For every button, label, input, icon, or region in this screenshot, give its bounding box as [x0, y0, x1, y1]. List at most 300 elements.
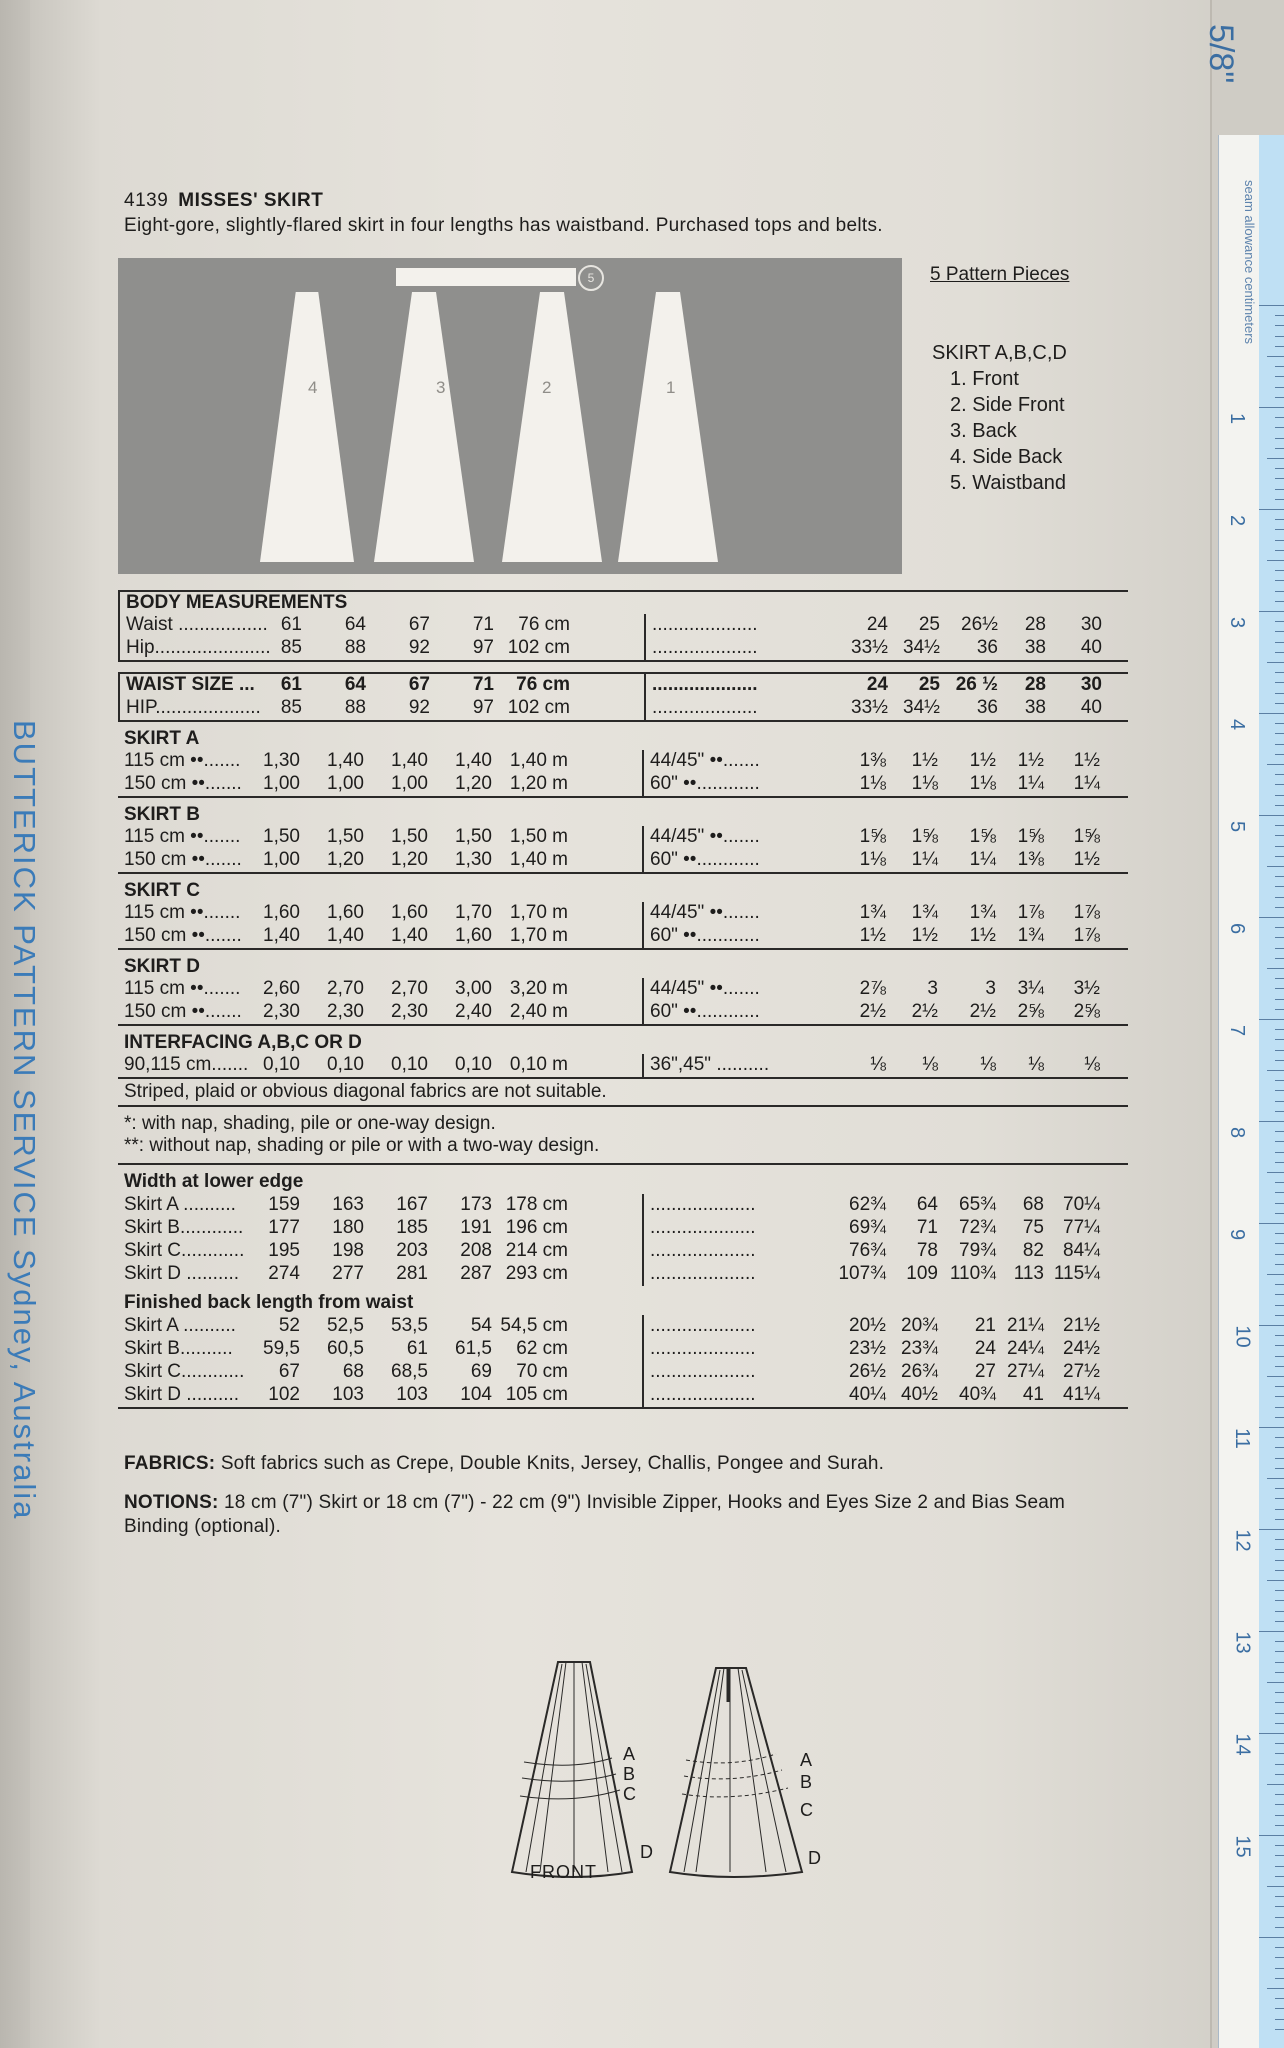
piece-number-5: 5 — [578, 265, 604, 291]
ruler-tick — [1259, 1529, 1284, 1530]
ruler-tick — [1275, 1957, 1284, 1958]
ruler-tick — [1259, 407, 1284, 408]
front-piece — [618, 292, 718, 562]
ruler-tick — [1275, 958, 1284, 959]
table-row — [118, 1315, 1128, 1338]
column-divider — [642, 1263, 644, 1286]
ruler-tick — [1275, 1192, 1284, 1193]
metric-value: 71 — [472, 614, 494, 635]
metric-value: 0,10 — [455, 1054, 492, 1075]
imperial-value: 1½ — [1073, 849, 1100, 870]
row-label: HIP.................... — [126, 697, 261, 718]
imperial-value: 2½ — [911, 1001, 938, 1022]
ruler-tick — [1275, 2008, 1284, 2009]
dot-leader: .................... — [652, 697, 758, 718]
imperial-value: ⅛ — [980, 1054, 996, 1075]
imperial-value: 1⅜ — [859, 750, 886, 771]
imperial-value: 1⅜ — [1017, 849, 1044, 870]
imperial-value: 23¾ — [901, 1338, 938, 1359]
imperial-value: 107¾ — [838, 1263, 886, 1284]
metric-value: 191 — [460, 1217, 492, 1238]
metric-value: 68,5 — [391, 1361, 428, 1382]
ruler-tick — [1275, 1641, 1284, 1642]
imperial-value: 1⅛ — [969, 773, 996, 794]
imperial-value: 33½ — [851, 637, 888, 658]
ruler-tick — [1275, 1101, 1284, 1102]
imperial-value: 26¾ — [901, 1361, 938, 1382]
imperial-value: 3 — [985, 978, 996, 999]
imperial-value: 1⅞ — [1017, 902, 1044, 923]
row-label: 115 cm ••....... — [124, 750, 241, 771]
ruler-tick — [1275, 927, 1284, 928]
metric-value: 293 cm — [505, 1263, 568, 1284]
ruler-tick — [1275, 1539, 1284, 1540]
ruler-tick — [1275, 1131, 1284, 1132]
ruler-tick — [1259, 815, 1284, 816]
yardage-title: SKIRT D — [124, 956, 200, 977]
metric-value: 2,40 — [455, 1001, 492, 1022]
table-row — [118, 1054, 1128, 1077]
imperial-value: 1⅝ — [969, 826, 996, 847]
metric-value: 1,30 — [263, 750, 300, 771]
ruler-tick — [1275, 1356, 1284, 1357]
metric-value: 1,50 — [327, 826, 364, 847]
ruler-tick — [1275, 1305, 1284, 1306]
imperial-value: 2⅞ — [859, 978, 886, 999]
imperial-value: 1⅝ — [859, 826, 886, 847]
metric-value: 1,30 — [455, 849, 492, 870]
ruler-tick — [1275, 723, 1284, 724]
ruler-tick — [1275, 907, 1284, 908]
ruler-tick — [1275, 1621, 1284, 1622]
imperial-value: 3 — [927, 978, 938, 999]
waist-size-block — [118, 672, 1128, 722]
table-row — [118, 1384, 1128, 1407]
ruler-number: 6 — [1226, 922, 1249, 935]
ruler-tick — [1275, 499, 1284, 500]
ruler-tick — [1259, 509, 1284, 510]
metric-value: 1,00 — [391, 773, 428, 794]
ruler-tick — [1259, 611, 1284, 612]
imperial-value: 1¼ — [1073, 773, 1100, 794]
metric-value: 102 — [268, 1384, 300, 1405]
ruler-tick — [1275, 1906, 1284, 1907]
metric-value: 1,40 — [391, 750, 428, 771]
imperial-value: 3½ — [1073, 978, 1100, 999]
table-row — [120, 697, 1128, 720]
ruler-tick — [1275, 1009, 1284, 1010]
metric-value: 92 — [408, 697, 430, 718]
ruler-tick — [1275, 397, 1284, 398]
ruler-tick — [1275, 366, 1284, 367]
front-view-label: FRONT — [530, 1862, 597, 1882]
yardage-block — [118, 722, 1128, 798]
ruler-tick — [1275, 1254, 1284, 1255]
ruler-tick — [1275, 784, 1284, 785]
ruler-tick — [1275, 580, 1284, 581]
metric-value: 1,60 — [391, 902, 428, 923]
body-measurements-title: BODY MEASUREMENTS — [126, 592, 348, 613]
metric-value: 1,00 — [327, 773, 364, 794]
view-letter-b: B — [623, 1764, 636, 1784]
ruler-tick — [1259, 713, 1284, 714]
imperial-value: 38 — [1024, 697, 1046, 718]
dot-leader: .................... — [652, 614, 758, 635]
table-row — [118, 1361, 1128, 1384]
back-view-skirt-outline — [670, 1668, 802, 1877]
metric-value: 102 cm — [507, 637, 570, 658]
imperial-value: 25 — [918, 674, 940, 695]
metric-value: 76 cm — [516, 674, 570, 695]
column-divider — [642, 1338, 644, 1361]
ruler-tick — [1275, 1713, 1284, 1714]
ruler-tick — [1275, 1896, 1284, 1897]
metric-value: 64 — [344, 614, 366, 635]
pattern-pieces-title: 5 Pattern Pieces — [930, 264, 1070, 285]
ruler-tick — [1275, 744, 1284, 745]
imperial-value: 1¼ — [1017, 773, 1044, 794]
imperial-value: ⅛ — [1084, 1054, 1100, 1075]
ruler-tick — [1275, 1917, 1284, 1918]
notions-note — [124, 1491, 1134, 1539]
imperial-value: 40¾ — [959, 1384, 996, 1405]
imperial-value: 82 — [1022, 1240, 1044, 1261]
imperial-value: 30 — [1080, 674, 1102, 695]
imperial-value: 1½ — [911, 925, 938, 946]
metric-value: 0,10 — [327, 1054, 364, 1075]
ruler-tick — [1275, 1437, 1284, 1438]
metric-value: 52 — [278, 1315, 300, 1336]
ruler-tick — [1275, 1692, 1284, 1693]
imperial-value: 26½ — [961, 614, 998, 635]
ruler-tick — [1275, 2029, 1284, 2030]
imperial-value: 64 — [916, 1194, 938, 1215]
metric-value: 85 — [280, 697, 302, 718]
ruler-tick — [1275, 1060, 1284, 1061]
ruler-tick — [1259, 1121, 1284, 1122]
metric-value: 196 cm — [505, 1217, 568, 1238]
metric-value: 97 — [472, 637, 494, 658]
column-divider — [642, 849, 644, 872]
ruler-tick — [1275, 489, 1284, 490]
row-label: Skirt C............ — [124, 1240, 245, 1261]
imperial-value: 1⅝ — [1073, 826, 1100, 847]
imperial-label: 60" ••............ — [650, 849, 760, 870]
ruler-tick — [1275, 1396, 1284, 1397]
imperial-value: 1⅛ — [859, 849, 886, 870]
metric-value: 2,30 — [263, 1001, 300, 1022]
ruler-tick — [1267, 968, 1284, 969]
imperial-value: 26½ — [849, 1361, 886, 1382]
ruler-tick — [1275, 601, 1284, 602]
ruler-tick — [1275, 1509, 1284, 1510]
dot-leader: .................... — [652, 637, 758, 658]
ruler-tick — [1275, 417, 1284, 418]
ruler-tick — [1259, 1019, 1284, 1020]
metric-value: 1,50 m — [509, 826, 568, 847]
front-view-skirt-outline — [512, 1662, 632, 1877]
imperial-value: 20¾ — [901, 1315, 938, 1336]
ruler-unit-label: seam allowance centimeters — [1242, 180, 1257, 345]
pattern-pieces-list — [932, 340, 1067, 496]
ruler-tick — [1259, 1937, 1284, 1938]
imperial-value: 2⅝ — [1073, 1001, 1100, 1022]
metric-value: 1,40 m — [509, 849, 568, 870]
metric-value: 1,50 — [263, 826, 300, 847]
imperial-value: 20½ — [849, 1315, 886, 1336]
ruler-tick — [1275, 1284, 1284, 1285]
table-row — [120, 674, 1128, 697]
table-row — [118, 826, 1128, 849]
ruler-number: 7 — [1226, 1024, 1249, 1037]
metric-value: 61 — [280, 674, 302, 695]
imperial-value: 33½ — [851, 697, 888, 718]
imperial-value: 70¼ — [1063, 1194, 1100, 1215]
metric-value: 3,00 — [455, 978, 492, 999]
ruler-tick — [1267, 1784, 1284, 1785]
ruler-number: 8 — [1226, 1126, 1249, 1139]
imperial-value: 1¾ — [911, 902, 938, 923]
ruler-number: 2 — [1226, 514, 1249, 527]
metric-value: 185 — [396, 1217, 428, 1238]
imperial-value: 1¼ — [969, 849, 996, 870]
imperial-value: 62¾ — [849, 1194, 886, 1215]
ruler-tick — [1275, 1213, 1284, 1214]
ruler-tick — [1275, 346, 1284, 347]
row-label: 150 cm ••....... — [124, 925, 242, 946]
ruler-tick — [1275, 835, 1284, 836]
ruler-number: 14 — [1231, 1733, 1254, 1756]
imperial-value: 1⅛ — [911, 773, 938, 794]
imperial-value: 34½ — [903, 697, 940, 718]
lower-edge-title: Width at lower edge — [124, 1171, 304, 1192]
metric-value: 1,20 — [455, 773, 492, 794]
ruler-tick — [1275, 1978, 1284, 1979]
column-divider — [642, 902, 644, 925]
metric-value: 1,20 m — [509, 773, 568, 794]
notions-label: NOTIONS: — [124, 1492, 219, 1513]
ruler-tick — [1275, 1560, 1284, 1561]
row-label: 150 cm ••....... — [124, 773, 242, 794]
metric-value: 180 — [332, 1217, 364, 1238]
ruler-tick — [1275, 1029, 1284, 1030]
ruler-tick — [1275, 1152, 1284, 1153]
column-divider — [642, 1217, 644, 1240]
ruler-tick — [1275, 1600, 1284, 1601]
ruler-tick — [1267, 458, 1284, 459]
ruler-tick — [1275, 642, 1284, 643]
piece-number-4: 4 — [308, 378, 318, 397]
metric-value: 59,5 — [263, 1338, 300, 1359]
column-divider — [642, 826, 644, 849]
ruler-tick — [1259, 1223, 1284, 1224]
imperial-value: 38 — [1024, 637, 1046, 658]
ruler-tick — [1275, 1203, 1284, 1204]
ruler-tick — [1275, 1855, 1284, 1856]
metric-value: 1,40 m — [509, 750, 568, 771]
dot-leader: .................... — [650, 1361, 756, 1382]
metric-value: 64 — [344, 674, 366, 695]
ruler-tick — [1267, 1172, 1284, 1173]
metric-value: 1,20 — [391, 849, 428, 870]
imperial-value: 1½ — [911, 750, 938, 771]
ruler-tick — [1275, 1488, 1284, 1489]
piece-item: 3. Back — [950, 420, 1017, 442]
metric-value: 1,50 — [391, 826, 428, 847]
table-row — [120, 614, 1128, 637]
metric-value: 159 — [268, 1194, 300, 1215]
ruler-tick — [1275, 540, 1284, 541]
pieces-group: SKIRT A,B,C,D — [932, 342, 1067, 364]
ruler-tick — [1275, 1662, 1284, 1663]
ruler-tick — [1275, 1468, 1284, 1469]
imperial-value: 24½ — [1063, 1338, 1100, 1359]
ruler-number: 12 — [1231, 1529, 1254, 1552]
imperial-value: 28 — [1024, 674, 1046, 695]
imperial-label: 44/45" ••....... — [650, 826, 760, 847]
ruler-tick — [1275, 1417, 1284, 1418]
row-label: Hip...................... — [126, 637, 271, 658]
ruler-tick — [1275, 438, 1284, 439]
imperial-value: 36 — [976, 637, 998, 658]
imperial-value: 72¾ — [959, 1217, 996, 1238]
ruler-tick — [1275, 1498, 1284, 1499]
ruler-number: 4 — [1226, 718, 1249, 731]
imperial-value: 1½ — [969, 925, 996, 946]
without-nap-note: **: without nap, shading or pile or with a two-way design. — [124, 1135, 600, 1156]
metric-value: 1,40 — [327, 750, 364, 771]
back-piece — [374, 292, 474, 562]
ruler-tick — [1275, 315, 1284, 316]
spacer — [118, 662, 1128, 672]
imperial-value: 75 — [1022, 1217, 1044, 1238]
piece-item: 5. Waistband — [950, 472, 1066, 494]
metric-value: 60,5 — [327, 1338, 364, 1359]
ruler-tick — [1275, 1815, 1284, 1816]
with-nap-note: *: with nap, shading, pile or one-way design. — [124, 1113, 496, 1134]
metric-value: 76 cm — [518, 614, 570, 635]
body-measurements-block — [118, 590, 1128, 662]
ruler-tick — [1275, 1947, 1284, 1948]
ruler-tick — [1275, 693, 1284, 694]
ruler-tick — [1275, 1111, 1284, 1112]
table-row — [118, 978, 1128, 1001]
imperial-value: 3¼ — [1017, 978, 1044, 999]
metric-value: 1,60 — [455, 925, 492, 946]
dot-leader: .................... — [650, 1263, 756, 1284]
metric-value: 69 — [470, 1361, 492, 1382]
dot-leader: .................... — [650, 1338, 756, 1359]
ruler-tick — [1275, 478, 1284, 479]
ruler-tick — [1275, 703, 1284, 704]
ruler-tick — [1275, 774, 1284, 775]
ruler-tick — [1275, 886, 1284, 887]
ruler-tick — [1275, 1743, 1284, 1744]
imperial-value: 40 — [1080, 697, 1102, 718]
metric-value: 103 — [396, 1384, 428, 1405]
imperial-label: 44/45" ••....... — [650, 750, 760, 771]
imperial-value: 78 — [916, 1240, 938, 1261]
imperial-value: 40¼ — [849, 1384, 886, 1405]
ruler-tick — [1275, 1335, 1284, 1336]
imperial-value: 23½ — [849, 1338, 886, 1359]
metric-value: 61 — [406, 1338, 428, 1359]
row-label: 115 cm ••....... — [124, 826, 241, 847]
ruler-tick — [1275, 1458, 1284, 1459]
imperial-value: 30 — [1080, 614, 1102, 635]
metric-value: 67 — [408, 674, 430, 695]
row-label: Skirt C............ — [124, 1361, 245, 1382]
row-label: Skirt D .......... — [124, 1384, 240, 1405]
ruler-tick — [1275, 1998, 1284, 1999]
imperial-value: 1½ — [1073, 750, 1100, 771]
imperial-value: 1¾ — [969, 902, 996, 923]
imperial-value: 24 — [866, 614, 888, 635]
dot-leader: .................... — [650, 1315, 756, 1336]
ruler-tick — [1275, 1447, 1284, 1448]
ruler-tick — [1275, 1590, 1284, 1591]
imperial-value: 21 — [974, 1315, 996, 1336]
imperial-value: 27¼ — [1007, 1361, 1044, 1382]
row-label: 115 cm ••....... — [124, 902, 241, 923]
ruler-tick — [1275, 856, 1284, 857]
imperial-value: 27½ — [1063, 1361, 1100, 1382]
column-divider — [642, 978, 644, 1001]
ruler-tick — [1259, 1733, 1284, 1734]
pattern-description: Eight-gore, slightly-flared skirt in four lengths has waistband. Purchased tops and belts. — [124, 215, 883, 236]
fabrics-label: FABRICS: — [124, 1453, 216, 1474]
not-suitable-note: Striped, plaid or obvious diagonal fabrics are not suitable. — [118, 1079, 1128, 1107]
metric-value: 62 cm — [516, 1338, 568, 1359]
ruler-tick — [1275, 1264, 1284, 1265]
metric-value: 67 — [408, 614, 430, 635]
ruler-number: 1 — [1226, 412, 1249, 425]
imperial-value: 40 — [1080, 637, 1102, 658]
metric-value: 208 — [460, 1240, 492, 1261]
ruler-tick — [1275, 1774, 1284, 1775]
imperial-value: ⅛ — [1028, 1054, 1044, 1075]
metric-value: 70 cm — [516, 1361, 568, 1382]
imperial-value: 41¼ — [1063, 1384, 1100, 1405]
metric-value: 104 — [460, 1384, 492, 1405]
imperial-value: 1⅛ — [859, 773, 886, 794]
ruler-tick — [1275, 448, 1284, 449]
metric-value: 2,40 m — [509, 1001, 568, 1022]
metric-value: 214 cm — [505, 1240, 568, 1261]
metric-value: 281 — [396, 1263, 428, 1284]
metric-value: 2,70 — [391, 978, 428, 999]
ruler-tick — [1275, 1294, 1284, 1295]
ruler-tick — [1275, 1386, 1284, 1387]
ruler-tick — [1275, 1611, 1284, 1612]
ruler-tick — [1267, 662, 1284, 663]
dot-leader: .................... — [650, 1240, 756, 1261]
table-row — [118, 750, 1128, 773]
ruler-tick — [1275, 948, 1284, 949]
metric-value: 1,70 — [455, 902, 492, 923]
ruler-tick — [1275, 846, 1284, 847]
skirt-views-drawing — [500, 1650, 840, 1890]
imperial-value: 84¼ — [1063, 1240, 1100, 1261]
table-row — [118, 1338, 1128, 1361]
ruler-number: 10 — [1231, 1325, 1254, 1348]
ruler-tick — [1267, 1376, 1284, 1377]
column-divider — [644, 637, 646, 660]
yardage-block — [118, 950, 1128, 1026]
ruler-tick — [1275, 529, 1284, 530]
imperial-value: 68 — [1022, 1194, 1044, 1215]
table-row — [118, 902, 1128, 925]
